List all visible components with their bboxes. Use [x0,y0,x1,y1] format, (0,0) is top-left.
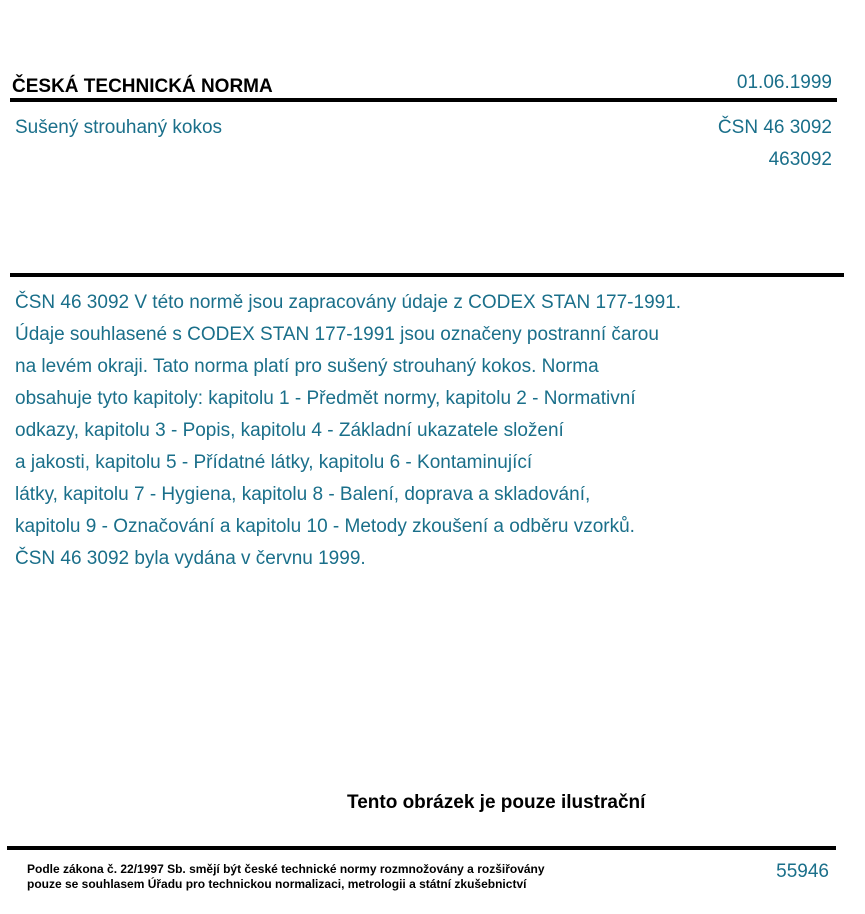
standard-code: ČSN 46 3092 [717,117,832,138]
standard-number: 463092 [768,149,832,170]
description-line: ČSN 46 3092 V této normě jsou zapracovány údaje z CODEX STAN 177-1991. [15,292,682,313]
document-title: ČESKÁ TECHNICKÁ NORMA [12,76,273,97]
description-line: látky, kapitolu 7 - Hygiena, kapitolu 8 - Balení, doprava a skladování, [15,484,591,505]
description-line: Údaje souhlasené s CODEX STAN 177-1991 jsou označeny postranní čarou [15,324,659,345]
illustration-notice: Tento obrázek je pouze ilustrační [347,792,646,813]
legal-notice [27,862,545,892]
legal-line: pouze se souhlasem Úřadu pro technickou normalizaci, metrologii a státní zkušebnictví [27,877,527,891]
description-line: ČSN 46 3092 byla vydána v červnu 1999. [15,548,366,569]
catalog-number: 55946 [776,861,829,882]
description-line: obsahuje tyto kapitoly: kapitolu 1 - Předmět normy, kapitolu 2 - Normativní [15,388,636,409]
issue-date: 01.06.1999 [736,72,832,93]
description-line: kapitolu 9 - Označování a kapitolu 10 - Metody zkoušení a odběru vzorků. [15,516,635,537]
legal-line: Podle zákona č. 22/1997 Sb. smějí být české technické normy rozmnožovány a rozšiřovány [27,862,545,876]
description-line: odkazy, kapitolu 3 - Popis, kapitolu 4 - Základní ukazatele složení [15,420,564,441]
footer-divider [7,846,836,850]
standard-description [15,287,835,575]
header-divider [10,98,837,102]
description-line: na levém okraji. Tato norma platí pro sušený strouhaný kokos. Norma [15,356,599,377]
section-divider [10,273,844,277]
standard-subject: Sušený strouhaný kokos [15,117,223,138]
description-line: a jakosti, kapitolu 5 - Přídatné látky, kapitolu 6 - Kontaminující [15,452,533,473]
